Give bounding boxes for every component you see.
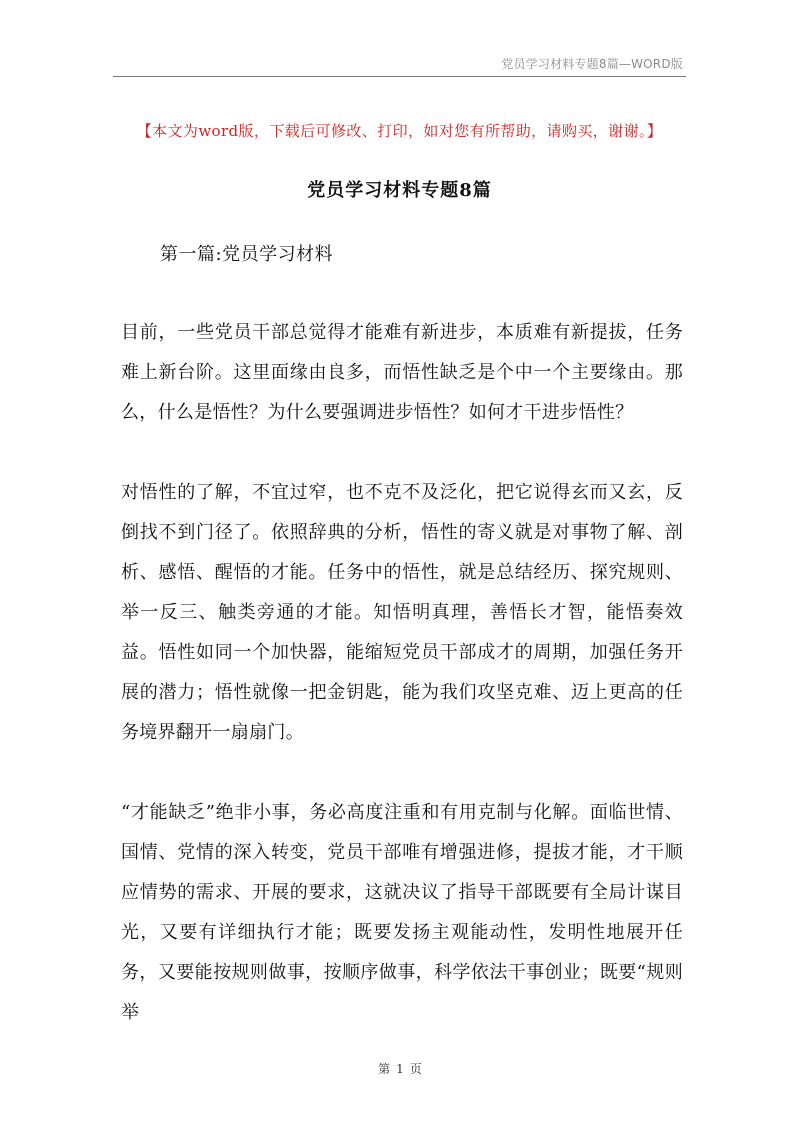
header-divider <box>113 76 686 77</box>
download-notice: 【本文为word版，下载后可修改、打印，如对您有所帮助，请购买，谢谢。】 <box>136 122 663 140</box>
page-number: 1 <box>396 1062 404 1076</box>
running-header: 党员学习材料专题8篇—WORD版 <box>501 57 683 71</box>
page-prefix: 第 <box>378 1062 391 1076</box>
body-paragraph: 目前，一些党员干部总觉得才能难有新进步，本质难有新提拔，任务难上新台阶。这里面缘由良多，而悟性缺乏是个中一个主要缘由。那么，什么是悟性？为什么要强调进步悟性？如何才干进步悟性？ <box>121 322 683 423</box>
body-paragraph: 对悟性的了解，不宜过窄，也不克不及泛化，把它说得玄而又玄，反倒找不到门径了。依照辞典的分析，悟性的寄义就是对事物了解、剖析、感悟、醒悟的才能。任务中的悟性，就是总结经历、探究规则、举一反三、触类旁通的才能。知悟明真理，善悟长才智，能悟奏效益。悟性如同一个加快器，能缩短党员干部成才的周期，加强任务开展的潜力；悟性就像一把金钥匙，能为我们攻坚克难、迈上更高的任务境界翻开一扇扇门。 <box>121 482 683 743</box>
section-heading: 第一篇:党员学习材料 <box>160 244 334 265</box>
document-title: 党员学习材料专题8篇 <box>307 180 492 201</box>
body-paragraph: “才能缺乏”绝非小事，务必高度注重和有用克制与化解。面临世情、国情、党情的深入转变，党员干部唯有增强进修，提拔才能，才干顺应情势的需求、开展的要求，这就决议了指导干部既要有全局计谋目光，又要有详细执行才能；既要发扬主观能动性，发明性地展开任务，又要能按规则做事，按顺序做事，科学依法干事创业；既要“规则举 <box>121 802 683 1023</box>
page-footer <box>0 1060 800 1077</box>
document-body <box>121 313 683 1073</box>
page-suffix: 页 <box>409 1062 422 1076</box>
